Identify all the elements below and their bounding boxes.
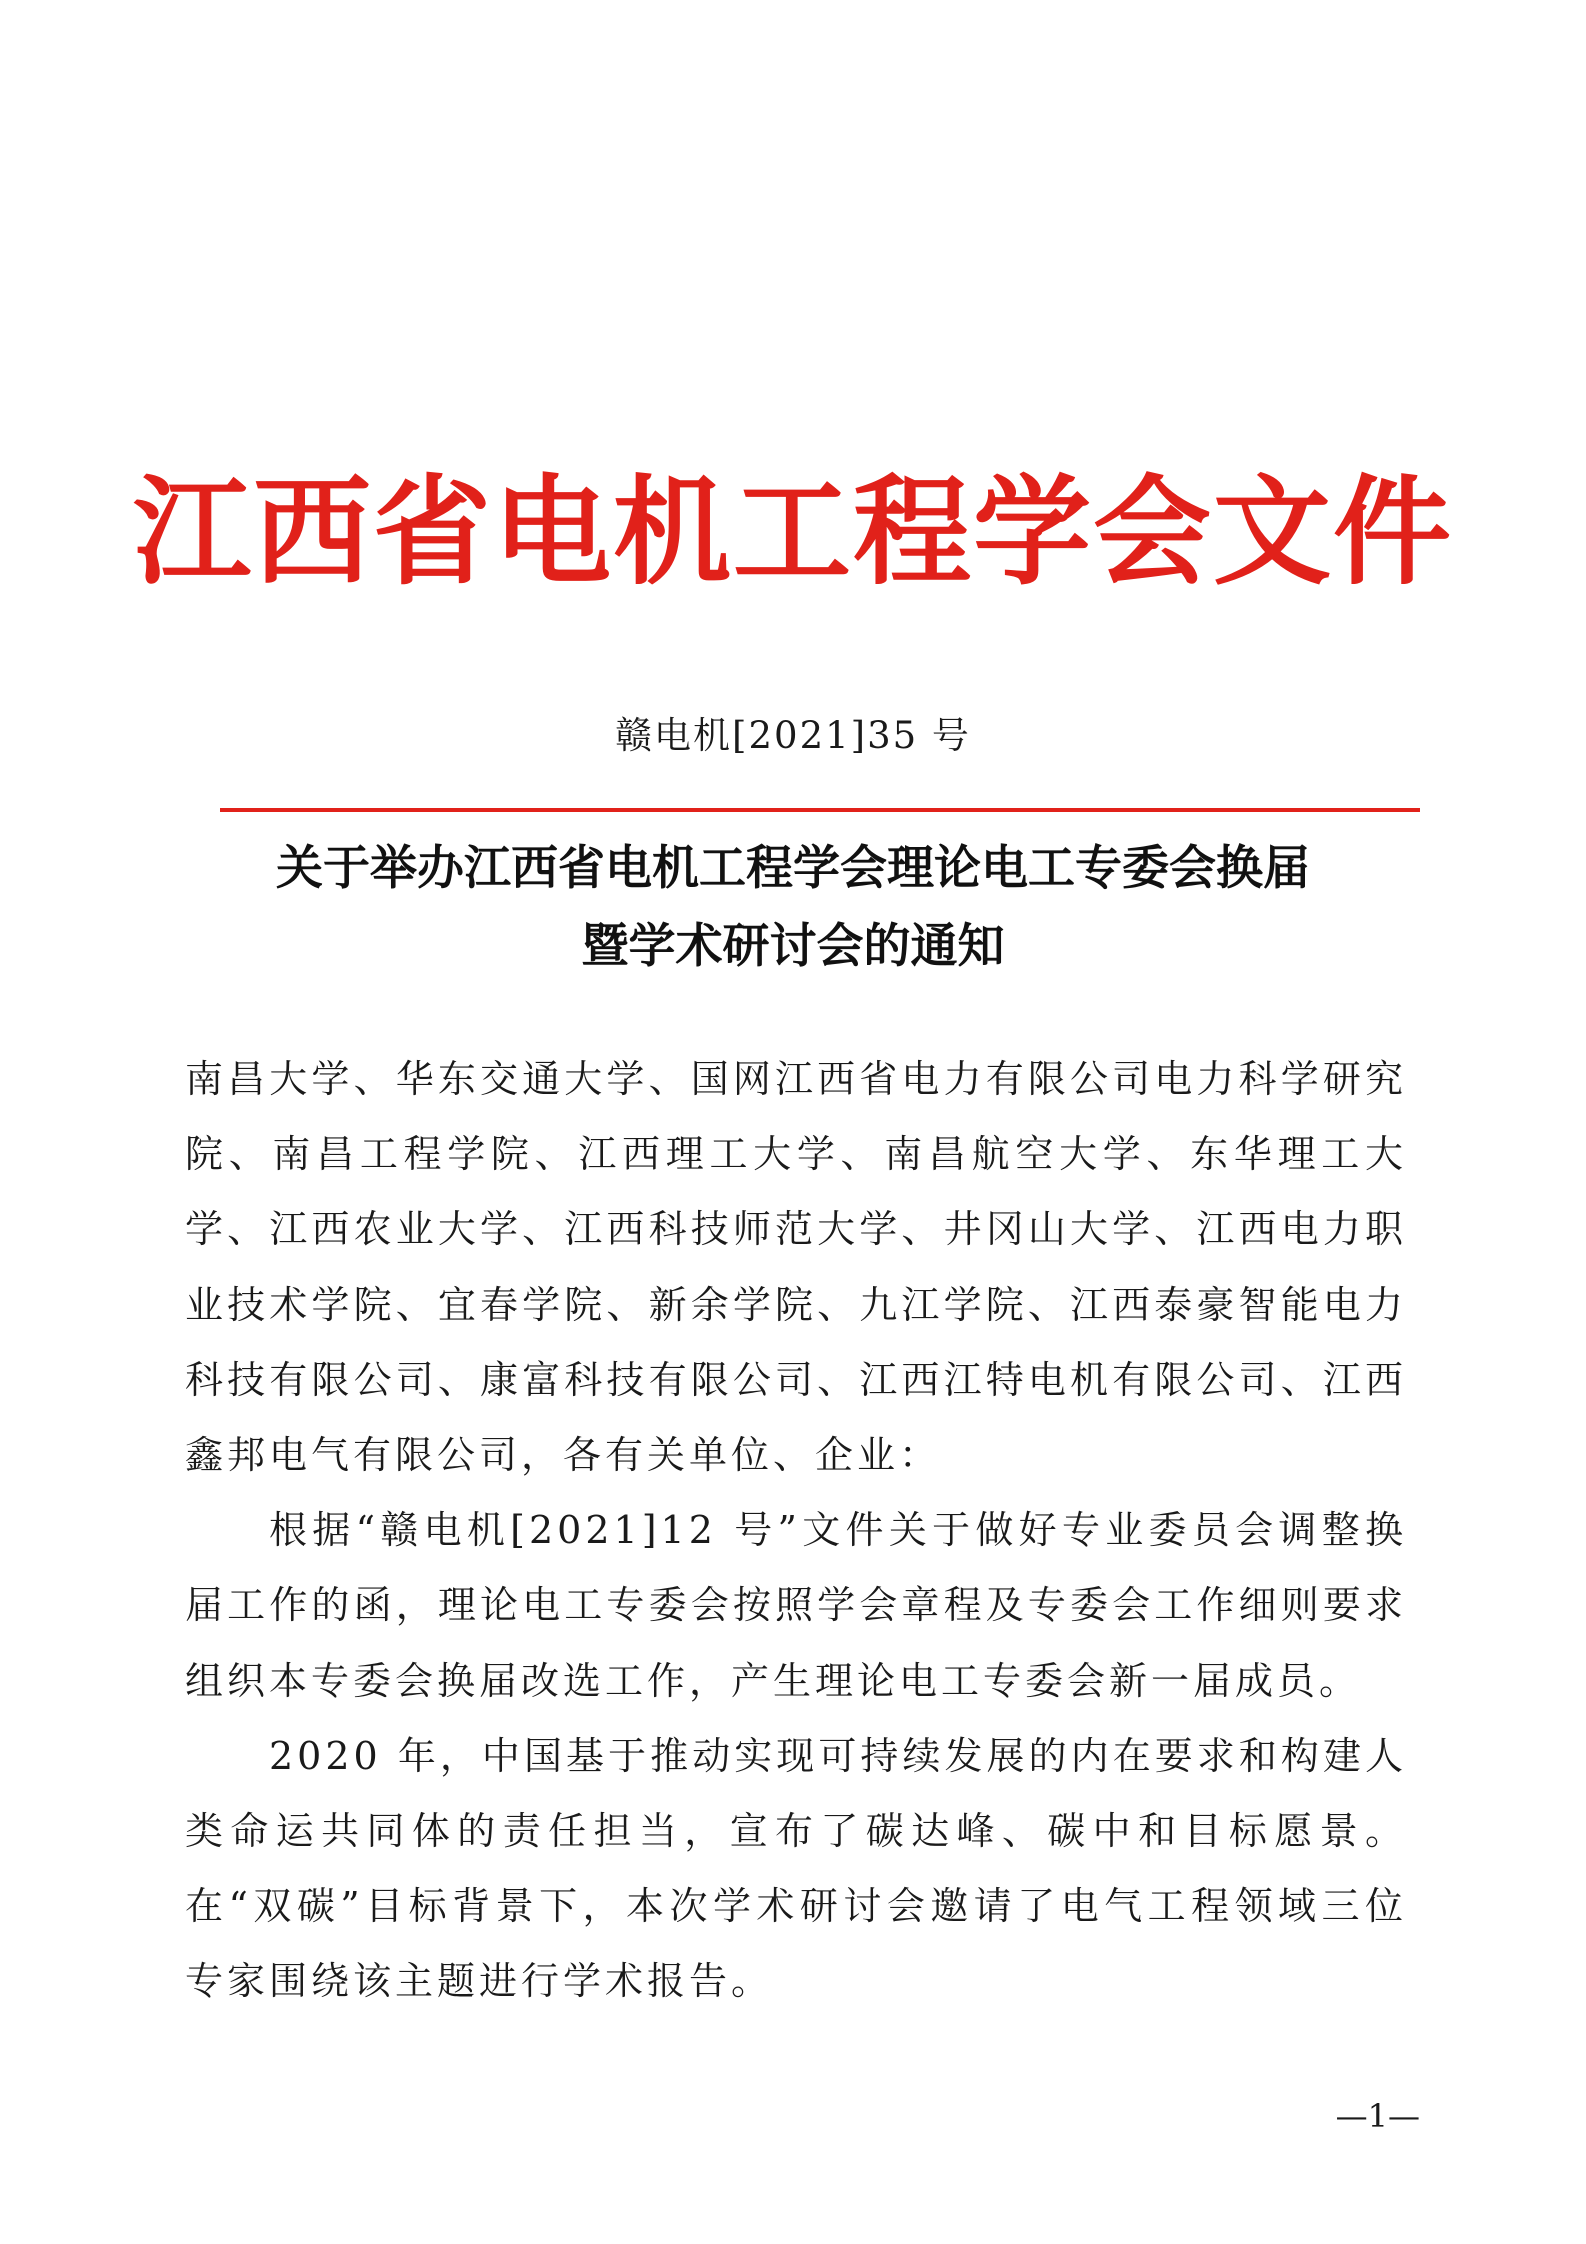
document-number: 赣电机[2021]35 号 bbox=[615, 714, 971, 757]
page-number: —1— bbox=[1335, 2097, 1420, 2135]
notice-body bbox=[185, 1042, 1407, 2020]
red-divider-line bbox=[220, 808, 1420, 812]
subject-line-1: 关于举办江西省电机工程学会理论电工专委会换届 bbox=[276, 841, 1310, 896]
notice-subject bbox=[150, 830, 1436, 986]
subject-line-2: 暨学术研讨会的通知 bbox=[581, 919, 1005, 974]
body-paragraph-2: 2020 年，中国基于推动实现可持续发展的内在要求和构建人类命运共同体的责任担当，宣布了碳达峰、碳中和目标愿景。在“双碳”目标背景下，本次学术研讨会邀请了电气工程领域三位专家围绕该主题进行学术报告。 bbox=[185, 1733, 1407, 2004]
body-paragraph-1: 根据“赣电机[2021]12 号”文件关于做好专业委员会调整换届工作的函，理论电工专委会按照学会章程及专委会工作细则要求组织本专委会换届改选工作，产生理论电工专委会新一届成员。 bbox=[185, 1508, 1407, 1703]
recipients-paragraph: 南昌大学、华东交通大学、国网江西省电力有限公司电力科学研究院、南昌工程学院、江西理工大学、南昌航空大学、东华理工大学、江西农业大学、江西科技师范大学、井冈山大学、江西电力职业技术学院、宜春学院、新余学院、九江学院、江西泰豪智能电力科技有限公司、康富科技有限公司、江西江特电机有限公司、江西鑫邦电气有限公司，各有关单位、企业： bbox=[185, 1057, 1407, 1478]
masthead-title: 江西省电机工程学会文件 bbox=[132, 462, 1453, 601]
